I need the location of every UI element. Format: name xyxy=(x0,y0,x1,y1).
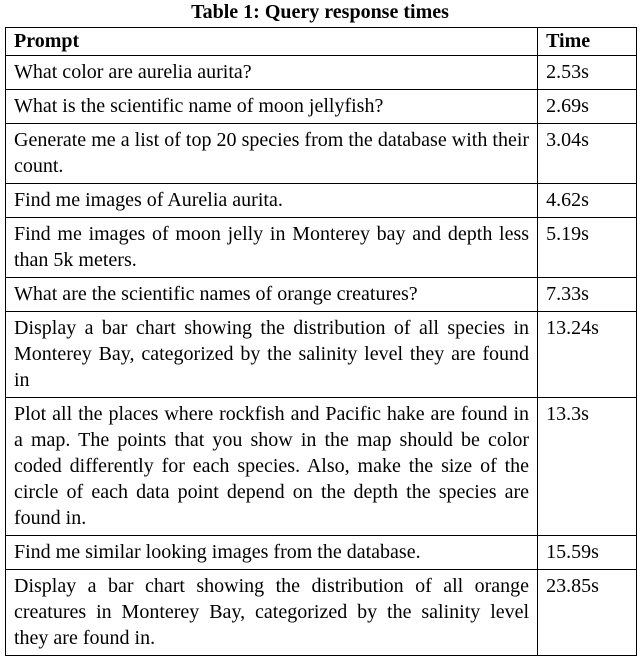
time-cell: 7.33s xyxy=(538,278,637,312)
time-cell: 23.85s xyxy=(538,570,637,656)
time-cell: 5.19s xyxy=(538,218,637,278)
table-row xyxy=(6,56,637,90)
time-cell: 13.3s xyxy=(538,398,637,536)
time-cell: 13.24s xyxy=(538,312,637,398)
table-header-row xyxy=(6,28,637,56)
prompt-cell: What is the scientific name of moon jellyfish? xyxy=(6,90,538,124)
header-prompt: Prompt xyxy=(6,28,538,56)
prompt-cell: Find me images of moon jelly in Monterey bay and depth less than 5k meters. xyxy=(6,218,538,278)
table-row xyxy=(6,90,637,124)
prompt-cell: Display a bar chart showing the distribution of all orange creatures in Monterey Bay, categorized by the salinity level they are found in. xyxy=(6,570,538,656)
time-cell: 2.69s xyxy=(538,90,637,124)
time-cell: 4.62s xyxy=(538,184,637,218)
table-row xyxy=(6,184,637,218)
prompt-cell: Display a bar chart showing the distribution of all species in Monterey Bay, categorized by the salinity level they are found in xyxy=(6,312,538,398)
header-time: Time xyxy=(538,28,637,56)
table-row xyxy=(6,398,637,536)
prompt-cell: Plot all the places where rockfish and Pacific hake are found in a map. The points that you show in the map should be color coded differently for each species. Also, make the size of the circle of each data point depend on the depth the species are found in. xyxy=(6,398,538,536)
prompt-cell: Find me images of Aurelia aurita. xyxy=(6,184,538,218)
table-row xyxy=(6,278,637,312)
table-caption: Table 1: Query response times xyxy=(191,1,449,23)
table-row xyxy=(6,536,637,570)
prompt-cell: What color are aurelia aurita? xyxy=(6,56,538,90)
time-cell: 2.53s xyxy=(538,56,637,90)
prompt-cell: Find me similar looking images from the database. xyxy=(6,536,538,570)
prompt-cell: What are the scientific names of orange creatures? xyxy=(6,278,538,312)
time-cell: 15.59s xyxy=(538,536,637,570)
table-row xyxy=(6,570,637,656)
response-times-table xyxy=(5,27,637,656)
table-row xyxy=(6,124,637,184)
prompt-cell: Generate me a list of top 20 species from the database with their count. xyxy=(6,124,538,184)
time-cell: 3.04s xyxy=(538,124,637,184)
table-row xyxy=(6,312,637,398)
table-row xyxy=(6,218,637,278)
